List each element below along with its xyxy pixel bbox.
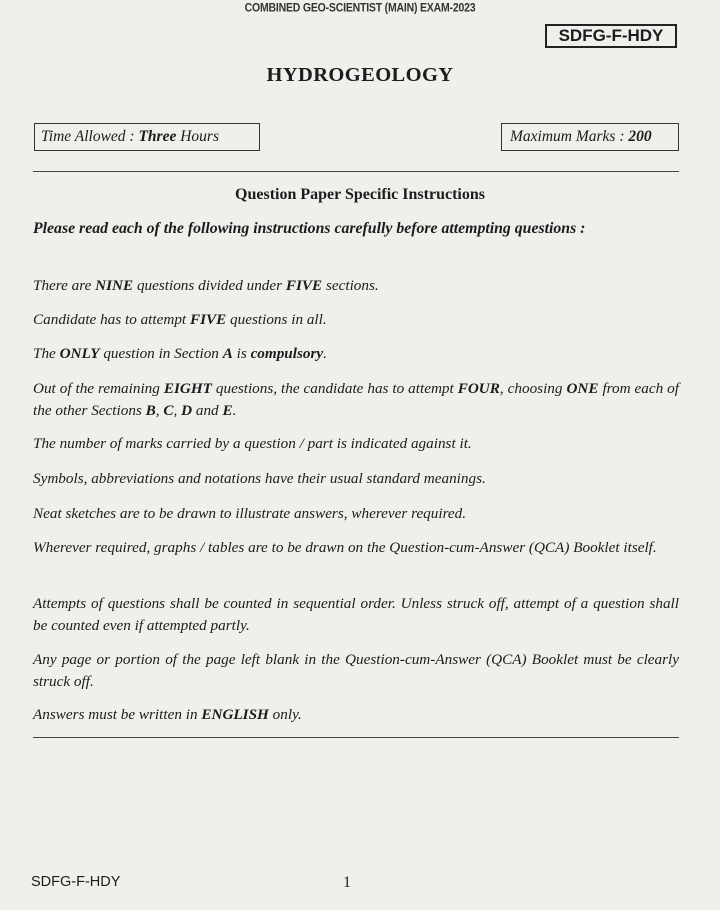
paper-title: HYDROGEOLOGY [266,64,454,86]
instruction-item: There are NINE questions divided under FIVE sections. [33,277,379,294]
instruction-item: Attempts of questions shall be counted in sequential order. Unless struck off, attempt of a question shall be counted even if attempted partly. [33,595,679,634]
instructions-lead: Please read each of the following instructions carefully before attempting questions : [33,220,586,237]
instruction-item: The ONLY question in Section A is compulsory. [33,345,327,362]
time-allowed-unit: Hours [176,128,219,145]
instruction-item: Wherever required, graphs / tables are to be drawn on the Question-cum-Answer (QCA) Booklet itself. [33,539,657,556]
top-divider [33,171,679,172]
instruction-item: Any page or portion of the page left blank in the Question-cum-Answer (QCA) Booklet must be clearly struck off. [33,651,679,690]
maximum-marks-value: 200 [628,128,652,145]
paper-code-box: SDFG-F-HDY [545,24,677,48]
time-allowed-box [34,123,260,151]
instruction-item: Answers must be written in ENGLISH only. [33,706,302,723]
bottom-divider [33,737,679,738]
instructions-heading: Question Paper Specific Instructions [235,186,485,203]
maximum-marks-box [501,123,679,151]
footer-paper-code: SDFG-F-HDY [31,874,121,890]
instruction-item: The number of marks carried by a question / part is indicated against it. [33,435,472,452]
instruction-item: Candidate has to attempt FIVE questions in all. [33,311,327,328]
time-allowed-value: Three [138,128,177,145]
time-allowed-label: Time Allowed : [41,128,139,145]
instruction-item: Symbols, abbreviations and notations have their usual standard meanings. [33,470,486,487]
page-number: 1 [343,874,351,891]
instruction-item: Neat sketches are to be drawn to illustrate answers, wherever required. [33,505,467,522]
instruction-item: Out of the remaining EIGHT questions, the candidate has to attempt FOUR, choosing ONE from each of the other Sections B, C, D and E. [33,380,679,419]
exam-banner: COMBINED GEO-SCIENTIST (MAIN) EXAM-2023 [244,1,476,15]
maximum-marks-label: Maximum Marks : [510,128,629,145]
